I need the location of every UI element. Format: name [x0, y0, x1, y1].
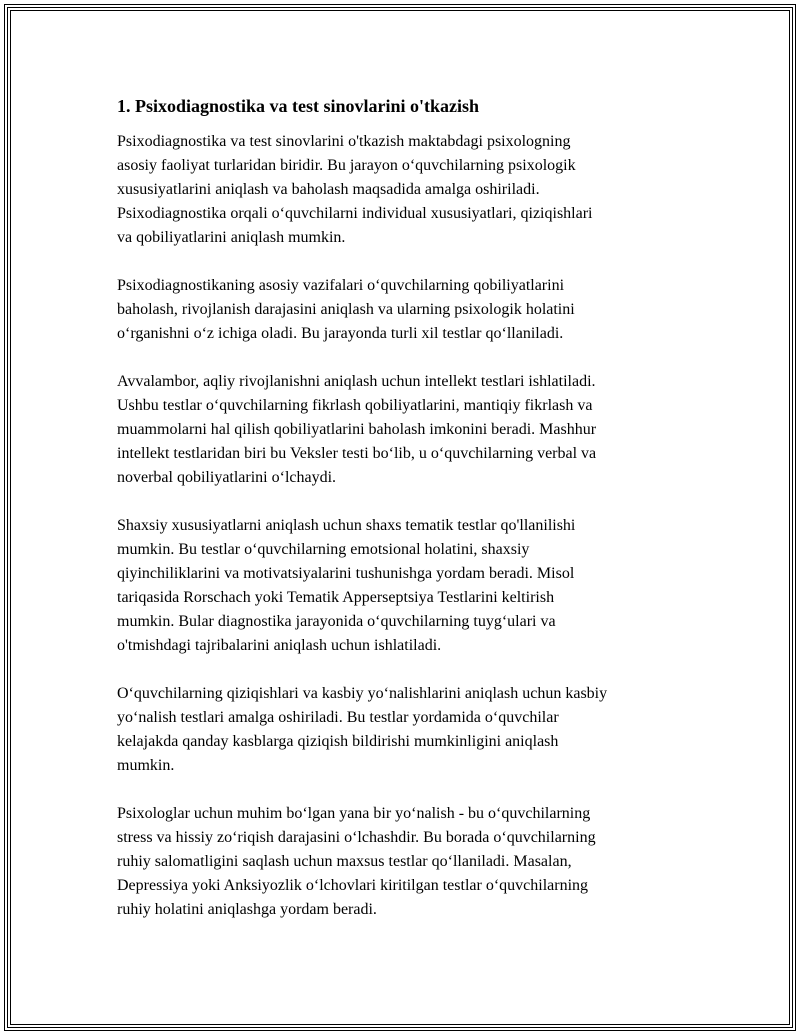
paragraph-line: o‘rganishni o‘z ichiga oladi. Bu jarayonda turli xil testlar qo‘llaniladi.: [117, 325, 564, 342]
paragraph-line: O‘quvchilarning qiziqishlari va kasbiy yo‘nalishlarini aniqlash uchun kasbiy: [117, 685, 608, 702]
paragraph-line: asosiy faoliyat turlaridan biridir. Bu jarayon o‘quvchilarning psixologik: [117, 157, 576, 174]
paragraph-line: mumkin.: [117, 757, 175, 774]
paragraph-line: mumkin. Bular diagnostika jarayonida o‘quvchilarning tuyg‘ulari va: [117, 613, 556, 630]
paragraph-line: xususiyatlarini aniqlash va baholash maqsadida amalga oshiriladi.: [117, 181, 540, 198]
paragraph-line: Shaxsiy xususiyatlarni aniqlash uchun shaxs tematik testlar qo'llanilishi: [117, 517, 576, 534]
section-heading: 1. Psixodiagnostika va test sinovlarini o'tkazish: [117, 96, 480, 116]
paragraph-line: Psixodiagnostika orqali o‘quvchilarni individual xususiyatlari, qiziqishlari: [117, 205, 593, 222]
paragraph-line: Ushbu testlar o‘quvchilarning fikrlash qobiliyatlarini, mantiqiy fikrlash va: [117, 397, 593, 414]
document-body: [117, 94, 687, 946]
paragraph-line: o'tmishdagi tajribalarini aniqlash uchun ishlatiladi.: [117, 637, 442, 654]
paragraph-line: stress va hissiy zo‘riqish darajasini o‘lchashdir. Bu borada o‘quvchilarning: [117, 829, 596, 846]
paragraph-line: ruhiy salomatligini saqlash uchun maxsus testlar qo‘llaniladi. Masalan,: [117, 853, 572, 870]
paragraph-line: tariqasida Rorschach yoki Tematik Apperseptsiya Testlarini keltirish: [117, 589, 555, 606]
paragraph-line: noverbal qobiliyatlarini o‘lchaydi.: [117, 469, 337, 486]
paragraph-line: Avvalambor, aqliy rivojlanishni aniqlash uchun intellekt testlari ishlatiladi.: [117, 373, 596, 390]
paragraph-line: intellekt testlaridan biri bu Veksler testi bo‘lib, u o‘quvchilarning verbal va: [117, 445, 597, 462]
paragraph-line: Psixologlar uchun muhim bo‘lgan yana bir yo‘nalish - bu o‘quvchilarning: [117, 805, 591, 822]
paragraph-5: [117, 682, 687, 778]
paragraph-1: [117, 130, 687, 250]
paragraph-line: qiyinchiliklarini va motivatsiyalarini tushunishga yordam beradi. Misol: [117, 565, 575, 582]
paragraph-2: [117, 274, 687, 346]
paragraph-3: [117, 370, 687, 490]
paragraph-line: muammolarni hal qilish qobiliyatlarini baholash imkonini beradi. Mashhur: [117, 421, 597, 438]
paragraph-line: mumkin. Bu testlar o‘quvchilarning emotsional holatini, shaxsiy: [117, 541, 530, 558]
paragraph-line: Psixodiagnostikaning asosiy vazifalari o‘quvchilarning qobiliyatlarini: [117, 277, 565, 294]
paragraph-line: baholash, rivojlanish darajasini aniqlash va ularning psixologik holatini: [117, 301, 575, 318]
paragraph-line: yo‘nalish testlari amalga oshiriladi. Bu testlar yordamida o‘quvchilar: [117, 709, 559, 726]
paragraph-line: Psixodiagnostika va test sinovlarini o'tkazish maktabdagi psixologning: [117, 133, 571, 150]
paragraph-line: va qobiliyatlarini aniqlash mumkin.: [117, 229, 346, 246]
paragraph-line: ruhiy holatini aniqlashga yordam beradi.: [117, 901, 377, 918]
paragraph-line: Depressiya yoki Anksiyozlik o‘lchovlari kiritilgan testlar o‘quvchilarning: [117, 877, 589, 894]
paragraph-4: [117, 514, 687, 658]
paragraph-line: kelajakda qanday kasblarga qiziqish bildirishi mumkinligini aniqlash: [117, 733, 559, 750]
paragraph-6: [117, 802, 687, 922]
